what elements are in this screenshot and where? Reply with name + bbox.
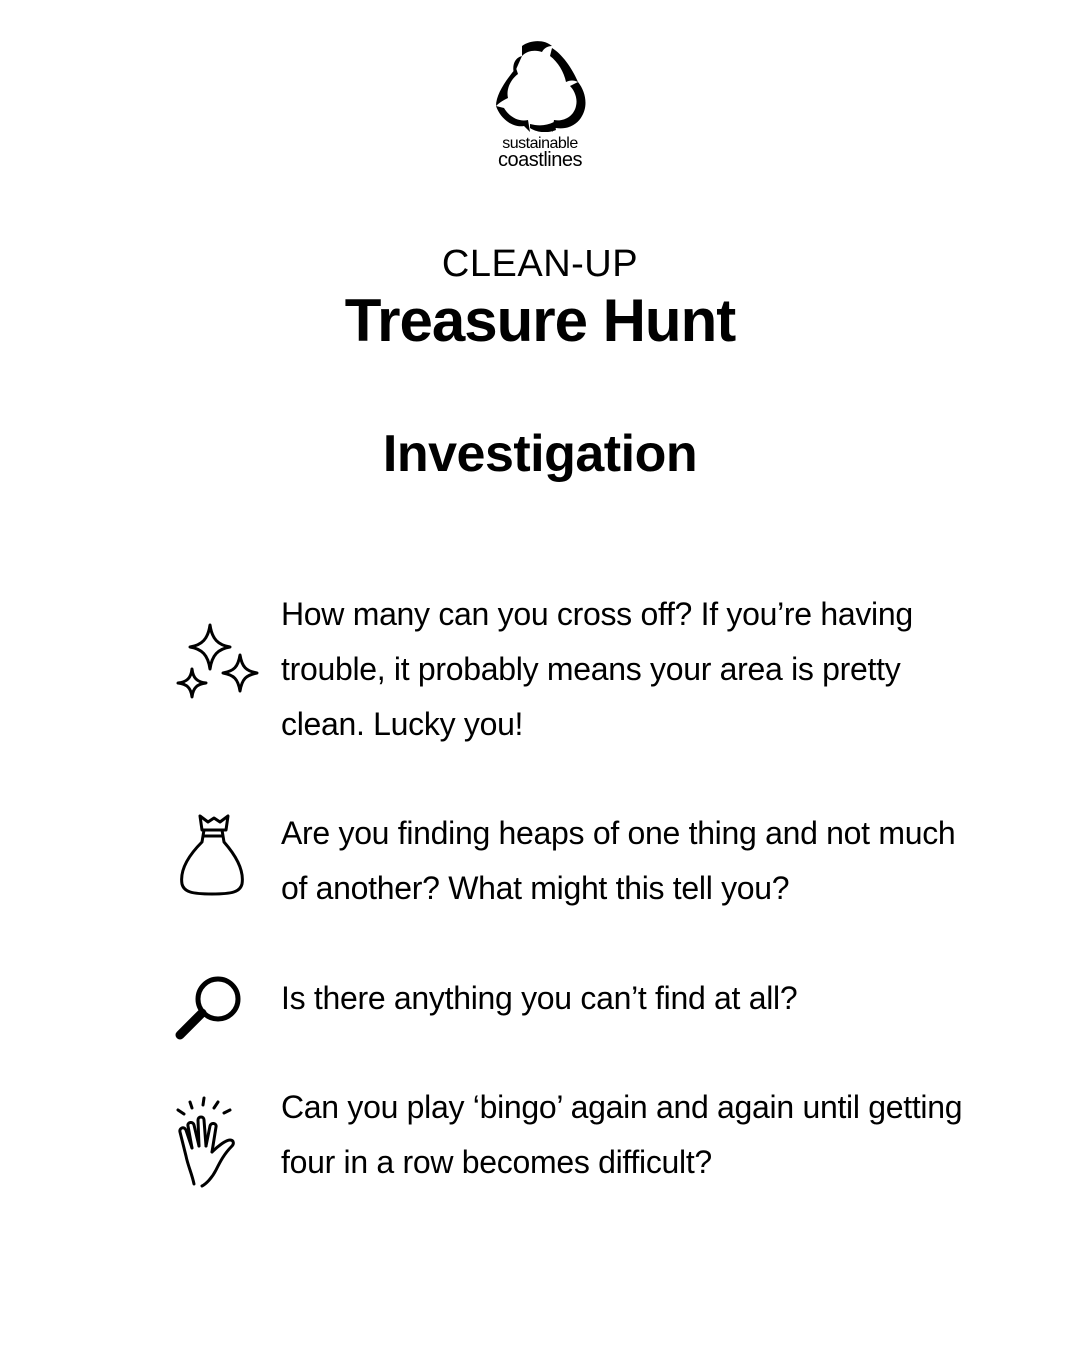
page-subtitle: Investigation [382, 425, 698, 483]
item-text: Can you play ‘bingo’ again and again until getting four in a row becomes difficult? [281, 1089, 963, 1180]
bag-icon [172, 812, 252, 907]
item-text: How many can you cross off? If you’re having trouble, it probably means your area is pretty clean. Lucky you! [281, 596, 913, 742]
recycle-fish-icon [486, 40, 594, 132]
sustainable-coastlines-logo [480, 40, 600, 180]
item-text: Are you finding heaps of one thing and not much of another? What might this tell you? [281, 815, 956, 906]
item-text: Is there anything you can’t find at all? [281, 980, 798, 1016]
logo-line-2: coastlines [498, 149, 582, 171]
logo-wordmark [480, 135, 600, 169]
sparkles-icon [172, 621, 262, 716]
header-eyebrow: CLEAN-UP [441, 243, 639, 285]
logo-line-1: sustainable [502, 135, 578, 152]
waving-hand-icon [172, 1096, 252, 1197]
page-title: Treasure Hunt [344, 287, 736, 354]
magnifying-glass-icon [172, 975, 252, 1050]
